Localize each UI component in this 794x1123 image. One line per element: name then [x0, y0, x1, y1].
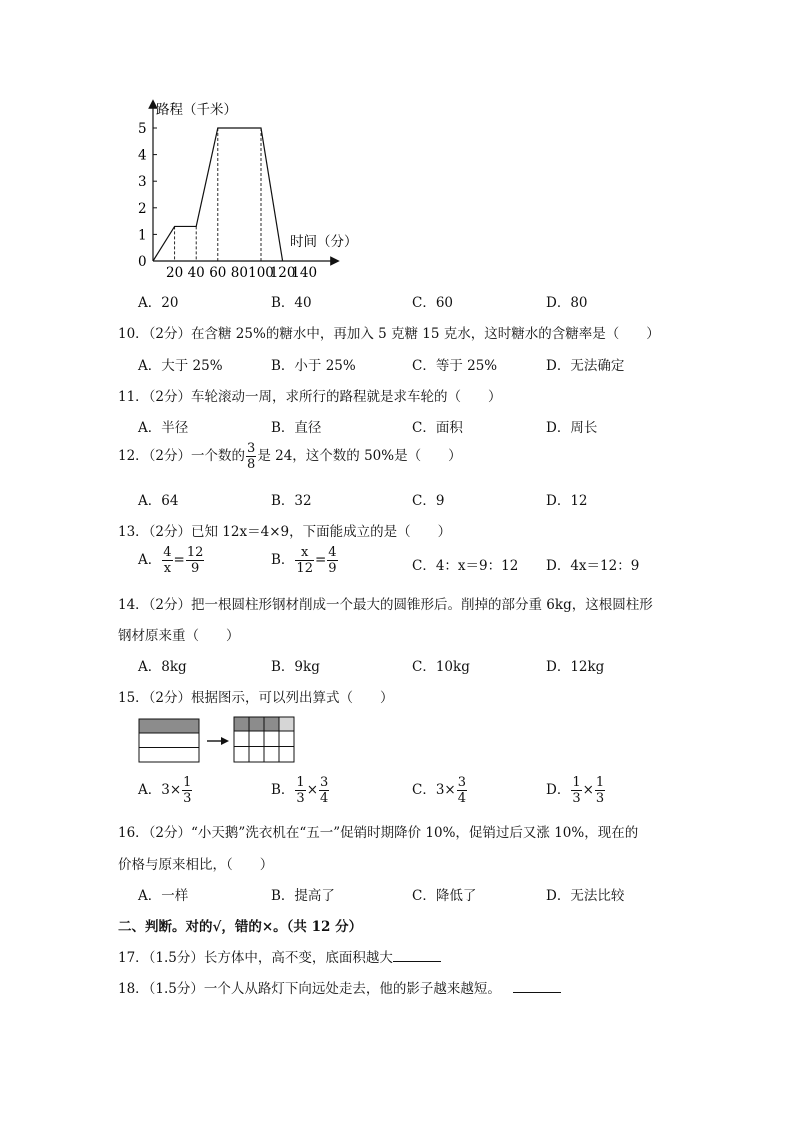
q15-d-frac1 [571, 776, 581, 805]
q15-c-frac [457, 776, 467, 805]
q15-a-n: 1 [183, 775, 192, 790]
left-rectangle [139, 719, 199, 762]
section-2-heading: 二、判断。对的√，错的×。（共 12 分） [118, 919, 363, 935]
q10-option-c[interactable]: C．等于 25% [412, 358, 498, 374]
q11-option-a[interactable]: A．半径 [138, 420, 189, 436]
q13-a-d1: x [163, 561, 172, 576]
q11-option-d[interactable]: D．周长 [546, 420, 598, 436]
q12-frac-den: 8 [247, 457, 256, 472]
q13-option-a[interactable] [138, 546, 205, 575]
q15-b-frac2 [319, 776, 329, 805]
right-grid-light-cell [279, 717, 294, 731]
q13-a-frac1 [162, 546, 172, 575]
q16-option-a[interactable]: A．一样 [138, 888, 189, 904]
arrow-icon [207, 737, 229, 745]
right-grid-shaded-cell-2 [249, 717, 264, 731]
q12-frac-num: 3 [247, 441, 256, 456]
q15-b-op: × [306, 782, 319, 798]
q15-b-n1: 1 [296, 775, 305, 790]
q15-option-c[interactable] [412, 776, 468, 805]
q12-stem-start: 12．（2分）一个数的 [118, 448, 246, 464]
y-tick-label: 5 [138, 121, 147, 137]
q15-d-frac2 [595, 776, 605, 805]
q12-option-d[interactable]: D．12 [546, 493, 588, 509]
q12-option-c[interactable]: C．9 [412, 493, 445, 509]
q18-answer-blank[interactable] [513, 980, 561, 993]
y-tick-label: 1 [138, 227, 147, 244]
q13-stem: 13．（2分）已知 12x＝4×9，下面能成立的是（ ） [118, 524, 452, 540]
q13-option-d[interactable]: D．4x＝12：9 [546, 558, 640, 574]
q15-b-frac1 [295, 776, 305, 805]
q10-option-d[interactable]: D．无法确定 [546, 358, 625, 374]
q14-stem-line1: 14．（2分）把一根圆柱形钢材削成一个最大的圆锥形后。削掉的部分重 6kg，这根圆柱形 [118, 597, 653, 613]
x-tick-label: 20 [166, 265, 184, 281]
y-tick-label: 3 [138, 174, 147, 191]
y-tick-label: 4 [138, 147, 147, 164]
q15-b-d2: 4 [320, 791, 329, 806]
q13-option-c[interactable]: C．4：x＝9：12 [412, 558, 519, 574]
q13-a-label: A． [138, 552, 162, 568]
q15-b-n2: 3 [320, 775, 329, 790]
q17-stem: 17．（1.5分）长方体中，高不变，底面积越大 [118, 950, 393, 966]
q13-b-frac2 [327, 546, 337, 575]
q16-stem-line2: 价格与原来相比，（ ） [118, 857, 274, 873]
q13-b-d1: 12 [296, 561, 313, 576]
q15-c-n: 3 [457, 775, 467, 790]
x-tick-label: 60 [209, 265, 227, 281]
q14-option-a[interactable]: A．8kg [138, 659, 187, 675]
y-axis-label: 路程（千米） [156, 102, 237, 118]
q15-option-a[interactable] [138, 776, 193, 805]
q9-option-c[interactable]: C．60 [412, 295, 454, 311]
q9-option-b[interactable]: B．40 [271, 295, 312, 311]
q14-option-d[interactable]: D．12kg [546, 659, 605, 675]
q13-b-frac1 [295, 546, 314, 575]
q12-fraction [246, 442, 256, 471]
x-tick-label: 80 [230, 265, 248, 281]
q13-b-label: B． [271, 552, 295, 568]
q15-option-d[interactable] [546, 776, 606, 805]
q16-option-d[interactable]: D．无法比较 [546, 888, 625, 904]
q13-b-n2: 4 [328, 545, 337, 560]
q10-option-b[interactable]: B．小于 25% [271, 358, 356, 374]
q15-figure [138, 715, 298, 765]
q16-stem-line1: 16．（2分）“小天鹅”洗衣机在“五一”促销时期降价 10%，促销过后又涨 10%，现在的 [118, 825, 639, 841]
q12-stem-end: 是 24，这个数的 50%是（ ） [257, 448, 462, 464]
q12-stem [118, 442, 462, 471]
q13-a-n2: 12 [186, 545, 204, 560]
q12-option-a[interactable]: A．64 [138, 493, 179, 509]
q15-a-label: A．3× [138, 782, 182, 798]
q15-option-b[interactable] [271, 776, 330, 805]
right-grid-shaded-cell-1 [234, 717, 249, 731]
q11-stem: 11．（2分）车轮滚动一周，求所行的路程就是求车轮的（ ） [118, 389, 502, 405]
q15-a-d: 3 [183, 791, 192, 806]
q15-d-n1: 1 [572, 775, 581, 790]
x-tick-label: 140 [291, 265, 318, 281]
q13-a-eq: = [173, 552, 185, 568]
distance-time-chart [130, 96, 370, 282]
x-tick-label: 120 [269, 265, 296, 281]
q15-a-frac [182, 776, 192, 805]
x-tick-label: 40 [187, 265, 205, 281]
q15-c-d: 4 [457, 791, 467, 806]
q15-d-d1: 3 [572, 791, 581, 806]
q15-d-d2: 3 [595, 791, 605, 806]
right-grid-shaded-cell-3 [264, 717, 279, 731]
x-axis-label: 时间（分） [290, 234, 358, 250]
q13-a-d2: 9 [190, 561, 200, 576]
q14-option-b[interactable]: B．9kg [271, 659, 320, 675]
q15-d-label: D． [546, 782, 571, 798]
x-tick-label: 100 [248, 265, 274, 281]
q17-answer-blank[interactable] [393, 949, 441, 962]
q17 [118, 946, 441, 966]
q14-option-c[interactable]: C．10kg [412, 659, 470, 675]
q13-b-d2: 9 [328, 561, 337, 576]
q11-option-b[interactable]: B．直径 [271, 420, 322, 436]
y-tick-label: 0 [138, 254, 147, 270]
q13-b-eq: = [314, 552, 327, 568]
q14-stem-line2: 钢材原来重（ ） [118, 628, 240, 644]
q13-a-n1: 4 [163, 545, 172, 560]
q9-option-a[interactable]: A．20 [138, 295, 179, 311]
q18 [118, 977, 561, 997]
q15-d-n2: 1 [595, 775, 605, 790]
q15-stem: 15．（2分）根据图示，可以列出算式（ ） [118, 690, 394, 706]
q16-option-b[interactable]: B．提高了 [271, 888, 335, 904]
q13-option-b[interactable] [271, 546, 339, 575]
q10-stem: 10．（2分）在含糖 25%的糖水中，再加入 5 克糖 15 克水，这时糖水的含糖率是（ ） [118, 326, 660, 342]
left-rect-shaded-third [139, 719, 199, 733]
right-grid [234, 717, 294, 762]
q15-b-label: B． [271, 782, 295, 798]
q15-b-d1: 3 [296, 791, 305, 806]
q15-c-label: C．3× [412, 782, 456, 798]
y-tick-label: 2 [138, 200, 147, 217]
q18-stem: 18．（1.5分）一个人从路灯下向远处走去，他的影子越来越短。 [118, 981, 501, 997]
q13-a-frac2 [186, 546, 205, 575]
q16-option-c[interactable]: C．降低了 [412, 888, 477, 904]
q15-d-op: × [582, 782, 594, 798]
q10-option-a[interactable]: A．大于 25% [138, 358, 223, 374]
q11-option-c[interactable]: C．面积 [412, 420, 463, 436]
q9-option-d[interactable]: D．80 [546, 295, 588, 311]
q12-option-b[interactable]: B．32 [271, 493, 312, 509]
q13-b-n1: x [295, 546, 314, 561]
